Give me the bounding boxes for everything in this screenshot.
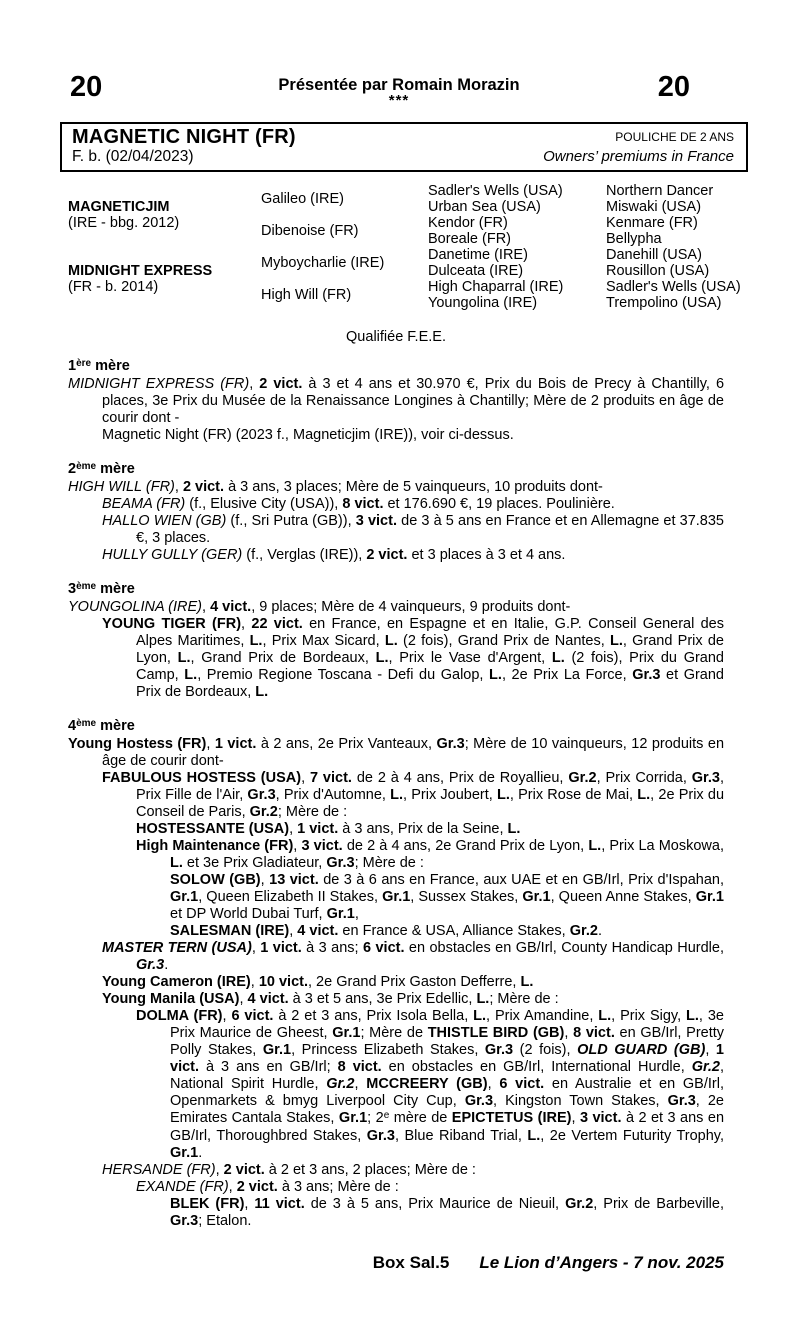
pedigree-paragraph [68, 1196, 724, 1230]
text-run: , National Spirit Hurdle, [170, 1059, 724, 1092]
text-run: mère [96, 718, 135, 734]
great-great-grandparent-cell: Northern Dancer [606, 183, 714, 199]
text-run: Gr.1 [170, 1145, 199, 1161]
text-run: (f., Elusive City (USA)), [185, 496, 343, 512]
text-run: en France, en Espagne et en Italie, G.P. Conseil General des Alpes Maritimes, [136, 616, 724, 649]
pedigree-paragraph [68, 1008, 724, 1162]
section-heading [68, 358, 724, 376]
text-run: . [198, 1145, 203, 1161]
text-run: L. [686, 1008, 699, 1024]
text-run: Gr.3 [247, 787, 276, 803]
text-run: , Prix Sigy, [611, 1008, 687, 1024]
text-run: L. [390, 787, 404, 803]
grandsire-cell: Dibenoise (FR) [261, 223, 359, 239]
pedigree-paragraph [68, 427, 724, 444]
grandsire-cell: Galileo (IRE) [261, 191, 344, 207]
text-run: Gr.2 [569, 923, 598, 939]
mare-section [68, 461, 724, 564]
text-run: , [301, 770, 310, 786]
text-run: Gr.1 [695, 889, 724, 905]
pedigree-paragraph [68, 1179, 724, 1196]
great-grandparent-cell: Dulceata (IRE) [428, 263, 524, 279]
pedigree-paragraph [68, 940, 724, 974]
text-run: 3 vict. [301, 838, 343, 854]
pedigree-paragraph [68, 496, 724, 513]
text-run: HULLY GULLY (GER) [102, 547, 243, 563]
text-run: 1 vict. [214, 736, 257, 752]
text-run: Gr.2 [565, 1196, 594, 1212]
text-run: High Maintenance (FR) [136, 838, 294, 854]
text-run: , Kingston Town Stakes, [493, 1093, 668, 1109]
text-run: Gr.3 [136, 957, 165, 973]
great-grandparent-cell: Boreale (FR) [428, 231, 511, 247]
grandsire-cell: Myboycharlie (IRE) [261, 255, 385, 271]
text-run: et 3 places à 3 et 4 ans. [407, 547, 566, 563]
text-run: Gr.3 [436, 736, 465, 752]
text-run: , Princess Elizabeth Stakes, [291, 1042, 485, 1058]
pedigree-paragraph [68, 599, 724, 616]
text-run: . [164, 957, 169, 973]
text-run: L. [255, 684, 269, 700]
text-run: HIGH WILL (FR) [68, 479, 175, 495]
text-run: à 2 ans, 2e Prix Vanteaux, [256, 736, 437, 752]
text-run: . [597, 923, 602, 939]
text-run: 1 vict. [297, 821, 339, 837]
text-run: , [293, 838, 302, 854]
presenter-line: Présentée par Romain Morazin [278, 76, 520, 94]
text-run: 4 vict. [210, 599, 252, 615]
text-run: 6 vict. [231, 1008, 274, 1024]
text-run: 2 vict. [223, 1162, 265, 1178]
text-run: , [222, 1008, 232, 1024]
text-run: (2 fois), Grand Prix de Nantes, [397, 633, 610, 649]
text-run: ; Mère de [360, 1025, 428, 1041]
text-run: , Prix Corrida, [596, 770, 692, 786]
text-run: Gr.3 [326, 855, 355, 871]
horse-name: MAGNETIC NIGHT (FR) [72, 126, 296, 148]
text-run: Gr.1 [338, 1110, 368, 1126]
text-run: e [383, 1110, 390, 1121]
text-run: , Prix Amandine, [486, 1008, 599, 1024]
text-run: Gr.3 [170, 1213, 199, 1229]
text-run: THISTLE BIRD (GB) [427, 1025, 565, 1041]
text-run: , [289, 923, 298, 939]
mare-section [68, 718, 724, 1230]
text-run: , [251, 940, 261, 956]
text-run: Gr.1 [170, 889, 199, 905]
text-run: 3 [68, 581, 77, 597]
pedigree-paragraph [68, 616, 724, 701]
text-run: 7 vict. [309, 770, 352, 786]
text-run: Gr.1 [262, 1042, 292, 1058]
text-run: à 3 ans; [301, 940, 363, 956]
text-run: à 3 ans, Prix de la Seine, [338, 821, 508, 837]
title-box [60, 122, 748, 172]
text-run: L. [177, 650, 191, 666]
text-run: L. [497, 787, 510, 803]
text-run: , [202, 599, 211, 615]
text-run: 4 vict. [247, 991, 289, 1007]
text-run: , [705, 1042, 716, 1058]
text-run: à 3 et 5 ans, 3e Prix Edellic, [288, 991, 477, 1007]
great-grandparent-cell: Youngolina (IRE) [428, 295, 538, 311]
text-run: Magnetic Night (FR) (2023 f., Magneticjim (IRE)), voir ci-dessus. [102, 427, 514, 443]
title-box-right [543, 126, 734, 166]
great-great-grandparent-cell: Rousillon (USA) [606, 263, 710, 279]
text-run: Young Hostess (FR) [68, 736, 207, 752]
text-run: , Prix Fille de l'Air, [136, 770, 725, 803]
text-run: 6 vict. [499, 1076, 545, 1092]
text-run: 11 vict. [254, 1196, 305, 1212]
text-run: , [260, 872, 270, 888]
text-run: , 3e Prix Maurice de Gheest, [170, 1008, 724, 1041]
text-run: , Queen Anne Stakes, [550, 889, 696, 905]
text-run: ème [76, 461, 97, 472]
text-run: , [174, 479, 183, 495]
text-run: en France & USA, Alliance Stakes, [338, 923, 570, 939]
text-run: , Prix d'Automne, [275, 787, 391, 803]
text-run: , [244, 1196, 255, 1212]
pedigree-paragraph [68, 770, 724, 821]
text-run: à 2 et 3 ans, Prix Isola Bella, [273, 1008, 474, 1024]
text-run: 2 vict. [259, 376, 303, 392]
text-run: à 2 et 3 ans en GB/Irl, Thoroughbred Stakes, [170, 1110, 725, 1144]
text-run: Gr.3 [632, 667, 661, 683]
text-run: 8 vict. [342, 496, 384, 512]
text-run: Gr.3 [366, 1128, 395, 1144]
text-run: , [571, 1110, 580, 1126]
text-run: , [249, 376, 260, 392]
text-run: 1 [68, 358, 77, 374]
text-run: L. [170, 855, 183, 871]
text-run: L. [489, 667, 502, 683]
pedigree-paragraph [68, 974, 724, 991]
text-run: (2 fois), [513, 1042, 578, 1058]
text-run: L. [610, 633, 623, 649]
text-run: YOUNGOLINA (IRE) [68, 599, 203, 615]
qualification-note: Qualifiée F.E.E. [346, 329, 446, 345]
pedigree-table [68, 183, 768, 311]
pedigree-paragraph [68, 991, 724, 1008]
section-heading [68, 581, 724, 599]
text-run: FABULOUS HOSTESS (USA) [102, 770, 302, 786]
text-run: 6 vict. [363, 940, 405, 956]
great-great-grandparent-cell: Bellypha [606, 231, 662, 247]
pedigree-paragraph [68, 838, 724, 872]
text-run: à 3 ans, 3 places; Mère de 5 vainqueurs, 10 produits dont- [224, 479, 603, 495]
text-run: , 2e Vertem Futurity Trophy, [540, 1128, 724, 1144]
pedigree-paragraph [68, 513, 724, 547]
text-run: 3 vict. [355, 513, 397, 529]
pedigree-paragraph [68, 821, 724, 838]
text-run: ; Mère de : [489, 991, 559, 1007]
text-run: , 2e Prix du Conseil de Paris, [136, 787, 725, 820]
box-label: Box Sal.5 [372, 1253, 450, 1272]
text-run: et Grand Prix de Bordeaux, [136, 667, 724, 700]
text-run: 8 vict. [337, 1059, 382, 1075]
text-run: L. [384, 633, 398, 649]
text-run: , Prix La Moskowa, [601, 838, 724, 854]
text-run: Gr.2 [568, 770, 597, 786]
text-run: MASTER TERN (USA) [102, 940, 252, 956]
sire-detail: (IRE - bbg. 2012) [68, 215, 180, 231]
mare-section [68, 581, 724, 701]
sale-location-date: Le Lion d’Angers - 7 nov. 2025 [479, 1253, 724, 1272]
text-run: HALLO WIEN (GB) [102, 513, 227, 529]
text-run: , Prix le Vase d'Argent, [388, 650, 552, 666]
pedigree-paragraph [68, 547, 724, 564]
text-run: , 9 places; Mère de 4 vainqueurs, 9 produits dont- [251, 599, 571, 615]
text-run: , Premio Regione Toscana - Defi du Galop, [197, 667, 490, 683]
text-run: 8 vict. [573, 1025, 615, 1041]
text-run: , 2e Prix La Force, [501, 667, 633, 683]
great-great-grandparent-cell: Kenmare (FR) [606, 215, 698, 231]
text-run: SALESMAN (IRE) [170, 923, 290, 939]
text-run: , Prix Joubert, [403, 787, 498, 803]
text-run: , [487, 1076, 500, 1092]
text-run: Gr.3 [691, 770, 720, 786]
text-run: L. [476, 991, 490, 1007]
text-run: MIDNIGHT EXPRESS (FR) [68, 376, 250, 392]
dam-detail: (FR - b. 2014) [68, 279, 159, 295]
text-run: , Prix Rose de Mai, [509, 787, 638, 803]
text-run: , [215, 1162, 224, 1178]
text-run: L. [598, 1008, 612, 1024]
text-run: , Prix Max Sicard, [262, 633, 385, 649]
text-run: ème [76, 581, 97, 592]
text-run: EPICTETUS (IRE) [451, 1110, 572, 1126]
pedigree-paragraph [68, 1162, 724, 1179]
text-run: Gr.2 [691, 1059, 720, 1075]
text-run: Gr.1 [332, 1025, 361, 1041]
text-run: 2 vict. [182, 479, 225, 495]
text-run: , [206, 736, 215, 752]
text-run: HOSTESSANTE (USA) [136, 821, 290, 837]
text-run: L. [551, 650, 565, 666]
text-run: (f., Sri Putra (GB)), [226, 513, 356, 529]
premiums-note: Owners’ premiums in France [543, 148, 734, 165]
text-run: Gr.2 [326, 1076, 355, 1092]
text-run: à 3 et 4 ans et 30.970 €, Prix du Bois de Precy à Chantilly, 6 places, 3e Prix du Musée de la Renaissance Longines à Chantilly; Mère de 2 produits en âge de courir dont - [102, 376, 725, 426]
text-run: , Grand Prix de Lyon, [136, 633, 724, 666]
grandsire-cell: High Will (FR) [261, 287, 352, 303]
text-run: 4 vict. [297, 923, 339, 939]
title-box-left [72, 126, 296, 166]
text-run: (f., Verglas (IRE)), [242, 547, 367, 563]
text-run: et 176.690 €, 19 places. Poulinière. [383, 496, 615, 512]
text-run: , [250, 974, 259, 990]
sire-cell [68, 199, 261, 231]
text-run: Gr.3 [667, 1093, 696, 1109]
text-run: 4 [68, 718, 77, 734]
text-run: 1 vict. [170, 1042, 724, 1075]
pedigree-paragraph [68, 872, 724, 923]
text-run: ; Etalon. [198, 1213, 252, 1229]
text-run: Gr.3 [484, 1042, 514, 1058]
text-run: L. [520, 974, 534, 990]
horse-details: F. b. (02/04/2023) [72, 148, 194, 165]
text-run: , [354, 906, 359, 922]
text-run: 22 vict. [251, 616, 303, 632]
text-run: 10 vict. [258, 974, 308, 990]
text-run: L. [507, 821, 521, 837]
great-great-grandparent-cell: Trempolino (USA) [606, 295, 722, 311]
text-run: L. [588, 838, 602, 854]
text-run: DOLMA (FR) [136, 1008, 223, 1024]
text-run: 2 vict. [366, 547, 408, 563]
lot-number-left: 20 [70, 71, 103, 103]
text-run: ère [76, 358, 92, 369]
pedigree-sections [68, 358, 724, 1230]
text-run: en Australie et en GB/Irl, Openmarkets & bmyg Liverpool City Cup, [170, 1076, 724, 1109]
text-run: ; Mère de 10 vainqueurs, 12 produits en âge de courir dont- [102, 736, 725, 769]
pedigree-paragraph [68, 376, 724, 427]
pedigree-paragraph [68, 736, 724, 770]
dam-cell [68, 263, 261, 295]
lot-number-right: 20 [657, 71, 690, 103]
mare-section [68, 358, 724, 444]
text-run: L. [249, 633, 263, 649]
text-run: , [354, 1076, 367, 1092]
text-run: , Grand Prix de Bordeaux, [190, 650, 376, 666]
pedigree-paragraph [68, 479, 724, 496]
text-run: ; 2 [367, 1110, 384, 1126]
text-run: mère [96, 581, 135, 597]
great-grandparent-cell: Danetime (IRE) [428, 247, 528, 263]
text-run: 3 vict. [579, 1110, 622, 1126]
footer [68, 1253, 724, 1273]
text-run: mère de [389, 1110, 452, 1126]
horse-category: POULICHE DE 2 ANS [615, 130, 734, 144]
great-great-grandparent-cell: Danehill (USA) [606, 247, 702, 263]
text-run: , [241, 616, 252, 632]
text-run: 2 [68, 461, 77, 477]
great-grandparent-cell: Kendor (FR) [428, 215, 508, 231]
great-grandparent-cell: Sadler's Wells (USA) [428, 183, 563, 199]
text-run: de 2 à 4 ans, 2e Grand Prix de Lyon, [342, 838, 589, 854]
text-run: L. [527, 1128, 541, 1144]
text-run: (2 fois), Prix du Grand Camp, [136, 650, 724, 683]
text-run: HERSANDE (FR) [102, 1162, 216, 1178]
text-run: , 2e Grand Prix Gaston Defferre, [308, 974, 521, 990]
text-run: Young Manila (USA) [102, 991, 240, 1007]
text-run: Gr.2 [249, 804, 278, 820]
text-run: BLEK (FR) [170, 1196, 245, 1212]
text-run: et DP World Dubai Turf, [170, 906, 327, 922]
dam-name: MIDNIGHT EXPRESS [68, 263, 213, 279]
section-heading [68, 461, 724, 479]
text-run: , Queen Elizabeth II Stakes, [198, 889, 383, 905]
text-run: BEAMA (FR) [102, 496, 186, 512]
great-grandparent-cell: Urban Sea (USA) [428, 199, 541, 215]
text-run: , [239, 991, 248, 1007]
text-run: ème [76, 718, 97, 729]
text-run: Gr.1 [382, 889, 411, 905]
text-run: Young Cameron (IRE) [102, 974, 251, 990]
text-run: 13 vict. [269, 872, 319, 888]
text-run: SOLOW (GB) [170, 872, 261, 888]
text-run: YOUNG TIGER (FR) [102, 616, 242, 632]
text-run: à 3 ans; Mère de : [277, 1179, 399, 1195]
text-run: de 3 à 5 ans, Prix Maurice de Nieuil, [304, 1196, 566, 1212]
text-run: , 2e Emirates Cantala Stakes, [170, 1093, 724, 1126]
text-run: L. [473, 1008, 487, 1024]
text-run: Gr.1 [326, 906, 355, 922]
text-run: de 3 à 6 ans en France, aux UAE et en GB/Irl, Prix d'Ispahan, [318, 872, 724, 888]
text-run: , [228, 1179, 237, 1195]
text-run: de 3 à 5 ans en France et en Allemagne et 37.835 €, 3 places. [136, 513, 724, 546]
text-run: et 3e Prix Gladiateur, [182, 855, 327, 871]
text-run: mère [96, 461, 135, 477]
text-run: , [289, 821, 298, 837]
text-run: en GB/Irl, Pretty Polly Stakes, [170, 1025, 725, 1058]
great-great-grandparent-cell: Sadler's Wells (USA) [606, 279, 741, 295]
great-grandparent-cell: High Chaparral (IRE) [428, 279, 564, 295]
text-run: mère [91, 358, 130, 374]
text-run: OLD GUARD (GB) [577, 1042, 706, 1058]
text-run: 1 vict. [260, 940, 302, 956]
great-great-grandparent-cell: Miswaki (USA) [606, 199, 702, 215]
text-run: à 3 ans en GB/Irl; [199, 1059, 338, 1075]
text-run: L. [637, 787, 651, 803]
text-run: EXANDE (FR) [136, 1179, 229, 1195]
text-run: ; Mère de : [277, 804, 348, 820]
text-run: MCCREERY (GB) [366, 1076, 488, 1092]
sire-name: MAGNETICJIM [68, 199, 170, 215]
section-heading [68, 718, 724, 736]
pedigree-paragraph [68, 923, 724, 940]
presenter-stars: *** [388, 92, 410, 109]
text-run: ; Mère de : [354, 855, 424, 871]
text-run: en obstacles en GB/Irl, County Handicap Hurdle, [404, 940, 724, 956]
text-run: 2 vict. [236, 1179, 278, 1195]
text-run: à 2 et 3 ans, 2 places; Mère de : [264, 1162, 476, 1178]
text-run: , [564, 1025, 574, 1041]
text-run: Gr.3 [464, 1093, 494, 1109]
text-run: en obstacles en GB/Irl, International Hurdle, [381, 1059, 692, 1075]
text-run: Gr.1 [522, 889, 551, 905]
text-run: , Prix de Barbeville, [593, 1196, 724, 1212]
text-run: , Blue Riband Trial, [394, 1128, 528, 1144]
text-run: L. [375, 650, 389, 666]
text-run: de 2 à 4 ans, Prix de Royallieu, [351, 770, 569, 786]
text-run: L. [184, 667, 198, 683]
text-run: , Sussex Stakes, [410, 889, 523, 905]
